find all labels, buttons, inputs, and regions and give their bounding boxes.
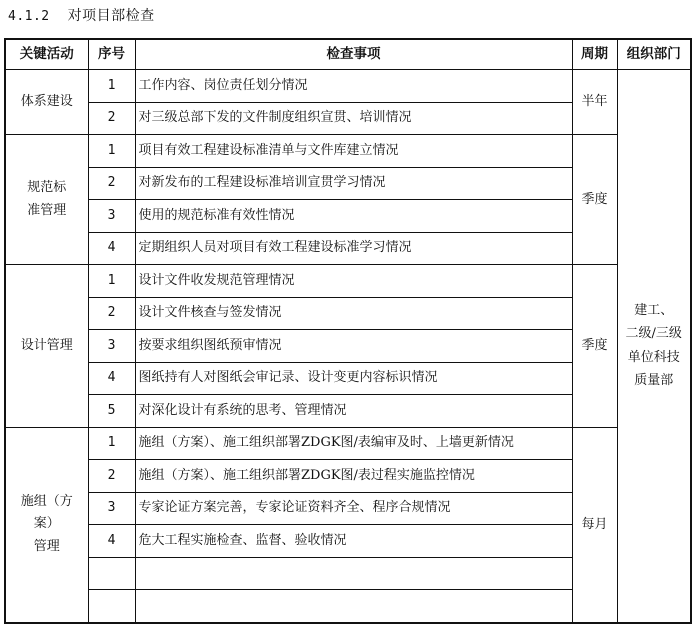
header-dept: 组织部门 [617,39,691,70]
period-cell: 每月 [572,427,617,623]
section-heading [8,5,155,25]
item-cell: 使用的规范标准有效性情况 [135,200,572,233]
seq-cell: 2 [88,167,135,200]
item-cell: 对三级总部下发的文件制度组织宣贯、培训情况 [135,102,572,135]
item-cell: 施组（方案）、施工组织部署ZDGK图/表编审及时、上墙更新情况 [135,427,572,460]
dept-line: 单位科技 [627,349,680,365]
item-cell: 定期组织人员对项目有效工程建设标准学习情况 [135,232,572,265]
activity-cell [5,135,88,265]
activity-cell [5,265,88,428]
header-period: 周期 [572,39,617,70]
seq-cell [88,590,135,623]
activity-line: 设计管理 [20,337,73,353]
activity-cell [5,70,88,135]
seq-cell: 2 [88,102,135,135]
section-number: 4.1.2 [8,9,50,24]
table-row [5,70,691,103]
seq-cell [88,557,135,590]
dept-line: 建工、 [634,302,674,318]
item-cell: 专家论证方案完善，专家论证资料齐全、程序合规情况 [135,492,572,525]
item-cell: 对新发布的工程建设标准培训宣贯学习情况 [135,167,572,200]
seq-cell: 1 [88,427,135,460]
table-row [5,265,691,298]
activity-cell [5,427,88,623]
seq-cell: 3 [88,200,135,233]
header-activity: 关键活动 [5,39,88,70]
header-item: 检查事项 [135,39,572,70]
seq-cell: 4 [88,525,135,558]
item-cell [135,557,572,590]
seq-cell: 4 [88,232,135,265]
item-cell: 危大工程实施检查、监督、验收情况 [135,525,572,558]
activity-line: 准管理 [27,202,67,218]
item-cell: 图纸持有人对图纸会审记录、设计变更内容标识情况 [135,362,572,395]
item-cell: 工作内容、岗位责任划分情况 [135,70,572,103]
period-cell: 季度 [572,265,617,428]
seq-cell: 2 [88,297,135,330]
table-row [5,135,691,168]
seq-cell: 3 [88,492,135,525]
item-cell: 对深化设计有系统的思考、管理情况 [135,395,572,428]
item-cell: 设计文件收发规范管理情况 [135,265,572,298]
dept-cell [617,70,691,623]
dept-line: 二级/三级 [625,326,682,342]
item-cell: 施组（方案）、施工组织部署ZDGK图/表过程实施监控情况 [135,460,572,493]
activity-line: 规范标 [27,180,67,196]
item-cell: 按要求组织图纸预审情况 [135,330,572,363]
item-cell [135,590,572,623]
table-row [5,427,691,460]
seq-cell: 1 [88,135,135,168]
activity-line: 施组（方案） [20,494,73,532]
item-cell: 设计文件核查与签发情况 [135,297,572,330]
period-cell: 半年 [572,70,617,135]
period-cell: 季度 [572,135,617,265]
seq-cell: 4 [88,362,135,395]
inspection-table [4,38,692,624]
seq-cell: 5 [88,395,135,428]
section-title: 对项目部检查 [67,8,155,24]
activity-line: 体系建设 [20,93,73,109]
item-cell: 项目有效工程建设标准清单与文件库建立情况 [135,135,572,168]
seq-cell: 3 [88,330,135,363]
dept-line: 质量部 [634,373,674,389]
header-seq: 序号 [88,39,135,70]
seq-cell: 1 [88,265,135,298]
seq-cell: 2 [88,460,135,493]
activity-line: 管理 [33,538,60,554]
table-header-row [5,39,691,70]
seq-cell: 1 [88,70,135,103]
